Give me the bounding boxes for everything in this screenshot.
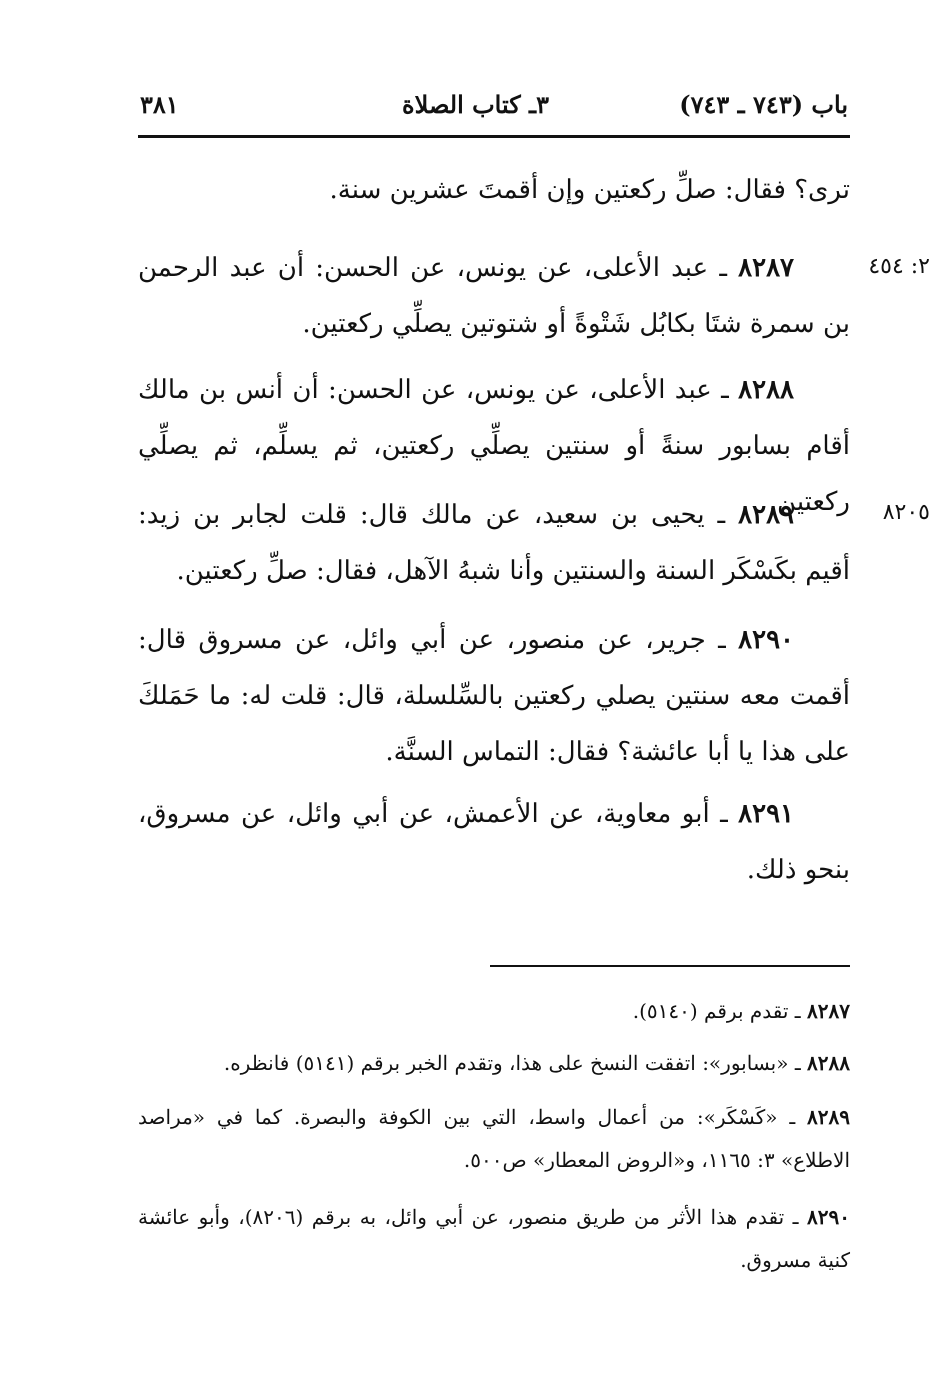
margin-reference: ٢: ٤٥٤ — [868, 254, 930, 279]
footnote-number: ٨٢٨٩ — [807, 1105, 850, 1129]
entry-number: ٨٢٨٧ — [738, 253, 794, 283]
footnote-number: ٨٢٨٨ — [807, 1051, 850, 1075]
margin-reference: ٨٢٠٥ — [882, 500, 930, 525]
paragraph-text: ـ عبد الأعلى، عن يونس، عن الحسن: أن عبد الرحمن بن سمرة شتَا بكابُل شَتْوةً أو شتوتين يصلِّي ركعتين. — [138, 253, 850, 339]
paragraph-text: ـ جرير، عن منصور، عن أبي وائل، عن مسروق قال: أقمت معه سنتين يصلي ركعتين بالسِّلسلة، قال: قلت له: ما حَمَلكَ على هذا يا أبا عائشة؟ فقال: التماس السنَّة. — [138, 625, 850, 767]
paragraph-8291 — [138, 786, 850, 898]
footnote-text: ـ تقدم هذا الأثر من طريق منصور، عن أبي وائل، به برقم (٨٢٠٦)، وأبو عائشة كنية مسروق. — [138, 1205, 850, 1272]
paragraph-8287 — [138, 240, 850, 352]
paragraph-8290 — [138, 612, 850, 780]
footnote-number: ٨٢٩٠ — [807, 1205, 850, 1229]
paragraph-continuation — [138, 162, 850, 218]
footnote-8289 — [138, 1096, 850, 1182]
header-rule — [138, 135, 850, 138]
footnote-8290 — [138, 1196, 850, 1282]
book-title: ٣ـ كتاب الصلاة — [402, 90, 549, 119]
footnote-8288 — [138, 1042, 850, 1085]
entry-number: ٨٢٨٩ — [738, 500, 794, 530]
paragraph-text: ترى؟ فقال: صلِّ ركعتين وإن أقمتَ عشرين سنة. — [329, 175, 850, 205]
footnote-text: ـ تقدم برقم (٥١٤٠). — [632, 999, 808, 1023]
paragraph-text: ـ يحيى بن سعيد، عن مالك قال: قلت لجابر بن زيد: أقيم بكَسْكَر السنة والسنتين وأنا شبهُ الآهل، فقال: صلِّ ركعتين. — [138, 500, 850, 586]
footnote-8287 — [138, 990, 850, 1033]
entry-number: ٨٢٩١ — [738, 799, 794, 829]
page-number: ٣٨١ — [140, 90, 179, 119]
entry-number: ٨٢٨٨ — [738, 375, 794, 405]
footnote-text: ـ «كَسْكَر»: من أعمال واسط، التي بين الكوفة والبصرة. كما في «مراصد الاطلاع» ٣: ١١٦٥، و«الروض المعطار» ص٥٠٠. — [138, 1105, 850, 1172]
paragraph-text: ـ أبو معاوية، عن الأعمش، عن أبي وائل، عن مسروق، بنحو ذلك. — [138, 799, 850, 885]
footnote-rule — [490, 965, 850, 967]
entry-number: ٨٢٩٠ — [738, 625, 794, 655]
paragraph-8289 — [138, 487, 850, 599]
footnote-text: ـ «بسابور»: اتفقت النسخ على هذا، وتقدم الخبر برقم (٥١٤١) فانظره. — [223, 1051, 808, 1075]
chapter-range: باب (٧٤٣ ـ ٧٤٣) — [679, 90, 848, 119]
paragraph-text: ـ عبد الأعلى، عن يونس، عن الحسن: أن أنس بن مالك أقام بسابور سنةً أو سنتين يصلِّي ركعتين، ثم يسلِّم، ثم يصلِّي ركعتين. — [138, 375, 850, 517]
footnote-number: ٨٢٨٧ — [807, 999, 850, 1023]
